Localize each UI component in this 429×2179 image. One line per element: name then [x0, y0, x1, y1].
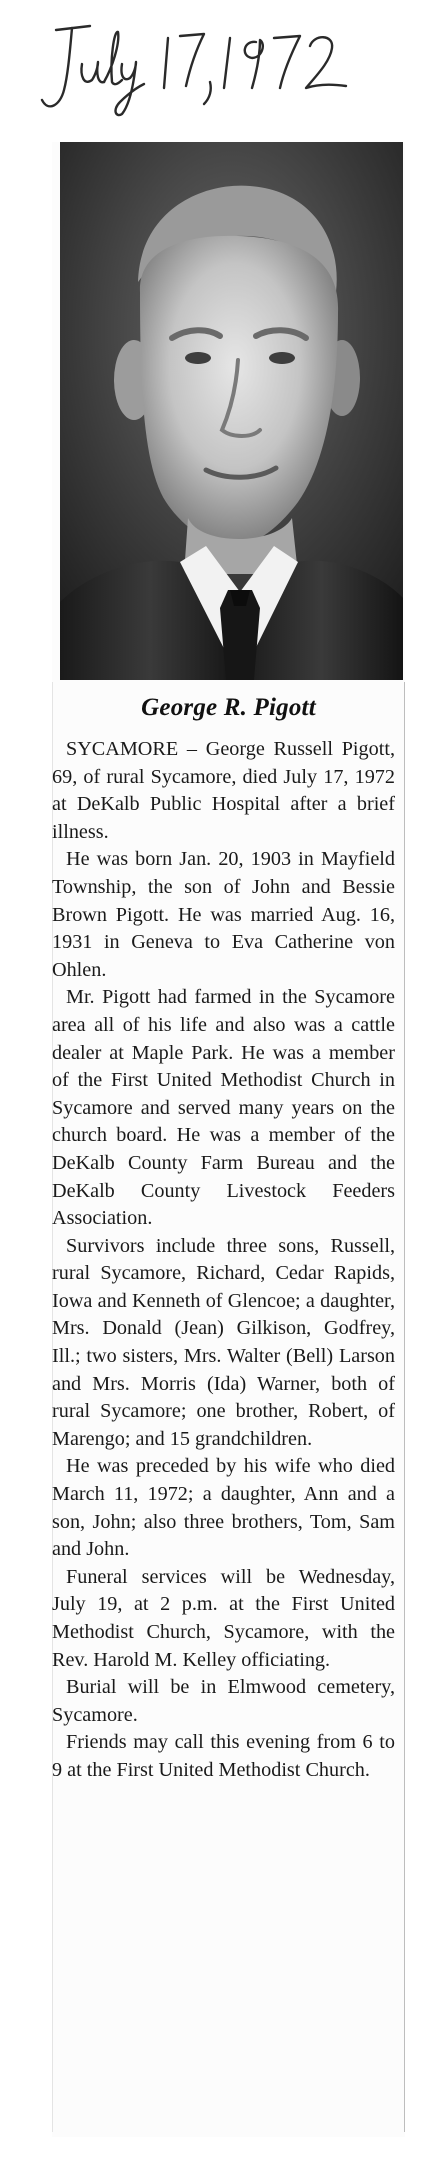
paragraph: Friends may call this evening from 6 to 9 at the First United Methodist Church.: [52, 1731, 395, 1781]
paragraph: Funeral services will be Wednesday, July 19, at 2 p.m. at the First United Methodist Church, Sycamore, with the Rev. Harold M. Kelley officiating.: [52, 1565, 395, 1671]
portrait-photo: [60, 142, 403, 680]
obituary-clipping: [52, 142, 405, 2137]
paragraph: SYCAMORE – George Russell Pigott, 69, of rural Sycamore, died July 17, 1972 at DeKalb Public Hospital after a brief illness.: [52, 738, 395, 843]
paragraph: Survivors include three sons, Russell, rural Sycamore, Richard, Cedar Rapids, Iowa and Kenneth of Glencoe; a daughter, Mrs. Donald (Jean) Gilkison, Godfrey, Ill.; two sisters, Mrs. Walter (Bell) Larson and Mrs. Morris (Ida) Warner, both of rural Sycamore; one brother, Robert, of Marengo; and 15 grandchildren.: [52, 1234, 395, 1450]
paragraph: He was preceded by his wife who died March 11, 1972; a daughter, Ann and a son, John; also three brothers, Tom, Sam and John.: [52, 1455, 395, 1561]
obituary-headline: George R. Pigott: [141, 694, 316, 721]
paragraph: He was born Jan. 20, 1903 in Mayfield Township, the son of John and Bessie Brown Pigott. He was married Aug. 16, 1931 in Geneva to Eva Catherine von Ohlen.: [52, 848, 395, 981]
handwritten-date-drawing: [34, 20, 364, 120]
paragraph: Mr. Pigott had farmed in the Sycamore area all of his life and also was a cattle dealer at Maple Park. He was a member of the First United Methodist Church in Sycamore and served many years on the church board. He was a member of the DeKalb County Farm Bureau and the DeKalb County Livestock Feeders Association.: [52, 986, 395, 1230]
paragraph: Burial will be in Elmwood cemetery, Sycamore.: [52, 1676, 395, 1726]
handwritten-date: [34, 20, 364, 120]
portrait-photo-drawing: [60, 142, 403, 680]
clipping-right-edge: [404, 682, 405, 2132]
obituary-body: [52, 736, 395, 1785]
